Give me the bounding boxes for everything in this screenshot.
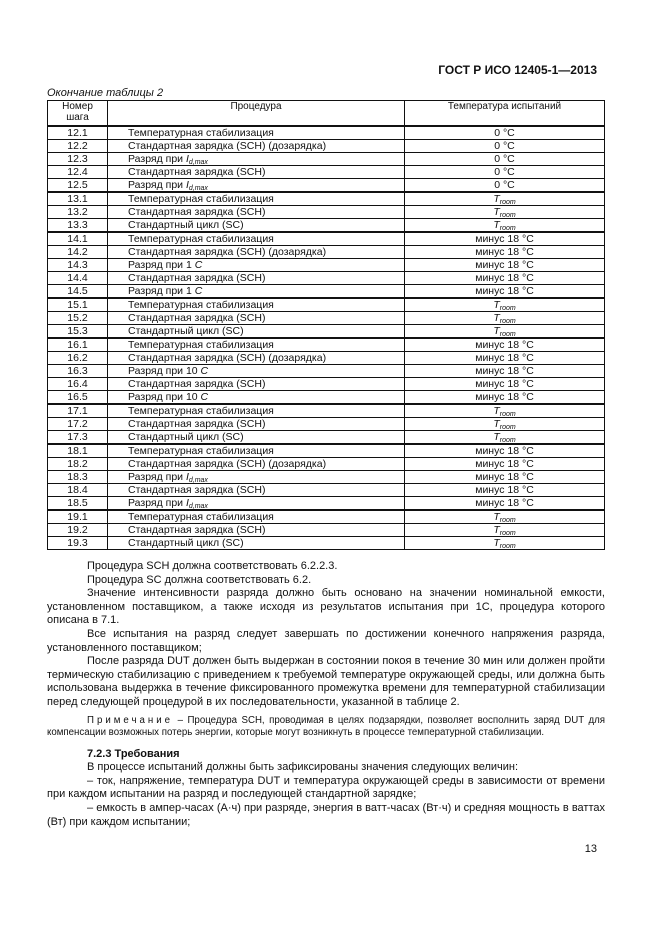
symbol: C [194, 285, 203, 297]
step-cell: 18.2 [48, 458, 108, 471]
table-row [48, 179, 605, 193]
subscript: d,max [188, 159, 208, 166]
procedure-text: Разряд при 1 [128, 259, 195, 271]
temperature-text: минус 18 °C [475, 339, 534, 351]
procedure-cell [108, 418, 405, 431]
table-row [48, 219, 605, 233]
subscript: room [499, 543, 516, 550]
step-cell: 18.4 [48, 484, 108, 497]
symbol: T [493, 193, 500, 205]
procedure-cell [108, 153, 405, 166]
symbol: C [194, 259, 203, 271]
table-row [48, 312, 605, 325]
procedure-cell [108, 285, 405, 299]
table-row [48, 153, 605, 166]
procedure-cell [108, 510, 405, 524]
procedure-cell [108, 259, 405, 272]
table-row [48, 510, 605, 524]
step-cell: 17.1 [48, 404, 108, 418]
temperature-cell [405, 153, 605, 166]
temperature-cell [405, 325, 605, 339]
temperature-text: 0 °C [494, 140, 515, 152]
procedure-cell [108, 458, 405, 471]
symbol: I [185, 497, 189, 509]
paragraph: Все испытания на разряд следует завершать по достижении конечного напряжения разряда, установленного поставщиком; [47, 627, 605, 654]
temperature-text: 0 °C [494, 166, 515, 178]
symbol: T [493, 325, 500, 337]
step-cell: 17.2 [48, 418, 108, 431]
table-row [48, 537, 605, 550]
temperature-text: минус 18 °C [475, 272, 534, 284]
step-cell: 13.1 [48, 192, 108, 206]
temperature-cell [405, 206, 605, 219]
procedure-cell [108, 404, 405, 418]
procedure-cell [108, 192, 405, 206]
procedure-cell [108, 140, 405, 153]
table-row [48, 232, 605, 246]
procedure-cell [108, 365, 405, 378]
procedure-text: Температурная стабилизация [128, 299, 274, 311]
subscript: room [499, 318, 516, 325]
temperature-cell [405, 510, 605, 524]
temperature-text: минус 18 °C [475, 471, 534, 483]
column-header-step: Номер шага [48, 101, 108, 127]
step-cell: 12.4 [48, 166, 108, 179]
subscript: d,max [188, 185, 208, 192]
subscript: room [499, 199, 516, 206]
procedure-text: Стандартный цикл (SC) [128, 325, 244, 337]
temperature-cell [405, 140, 605, 153]
symbol: T [493, 537, 500, 549]
temperature-cell [405, 537, 605, 550]
symbol: T [493, 219, 500, 231]
procedure-text: Стандартная зарядка (SCH) (дозарядка) [128, 246, 327, 258]
symbol: I [185, 179, 189, 191]
step-cell: 13.2 [48, 206, 108, 219]
document-header: ГОСТ Р ИСО 12405-1—2013 [438, 63, 597, 77]
temperature-text: минус 18 °C [475, 259, 534, 271]
temperature-text: 0 °C [494, 153, 515, 165]
temperature-text: минус 18 °C [475, 497, 534, 509]
procedure-text: Разряд при [128, 497, 186, 509]
step-cell: 16.1 [48, 338, 108, 352]
table-row [48, 444, 605, 458]
temperature-cell [405, 378, 605, 391]
subscript: room [499, 331, 516, 338]
temperature-cell [405, 391, 605, 405]
temperature-cell [405, 431, 605, 445]
temperature-cell [405, 338, 605, 352]
step-cell: 14.5 [48, 285, 108, 299]
table-row [48, 192, 605, 206]
temperature-cell [405, 471, 605, 484]
step-cell: 18.5 [48, 497, 108, 511]
procedure-text: Разряд при 10 [128, 365, 201, 377]
temperature-text: 0 °C [494, 179, 515, 191]
temperature-text: минус 18 °C [475, 352, 534, 364]
procedure-text: Разряд при [128, 471, 186, 483]
procedure-cell [108, 126, 405, 140]
step-cell: 14.3 [48, 259, 108, 272]
procedure-text: Стандартная зарядка (SCH) [128, 312, 266, 324]
subscript: room [499, 411, 516, 418]
temperature-cell [405, 524, 605, 537]
temperature-cell [405, 497, 605, 511]
procedure-text: Стандартная зарядка (SCH) [128, 272, 266, 284]
temperature-text: минус 18 °C [475, 458, 534, 470]
procedure-text: Стандартная зарядка (SCH) (дозарядка) [128, 352, 327, 364]
step-cell: 19.1 [48, 510, 108, 524]
section-heading: 7.2.3 Требования [87, 747, 180, 760]
procedure-cell [108, 391, 405, 405]
temperature-text: минус 18 °C [475, 484, 534, 496]
table-row [48, 259, 605, 272]
procedure-text: Стандартная зарядка (SCH) (дозарядка) [128, 458, 327, 470]
temperature-cell [405, 246, 605, 259]
procedure-cell [108, 232, 405, 246]
table-row [48, 285, 605, 299]
step-cell: 14.2 [48, 246, 108, 259]
procedure-text: Температурная стабилизация [128, 339, 274, 351]
temperature-cell [405, 418, 605, 431]
procedure-cell [108, 378, 405, 391]
step-cell: 15.2 [48, 312, 108, 325]
procedure-cell [108, 444, 405, 458]
procedure-text: Стандартная зарядка (SCH) [128, 166, 266, 178]
table-row [48, 378, 605, 391]
procedure-cell [108, 298, 405, 312]
temperature-cell [405, 259, 605, 272]
subscript: room [499, 424, 516, 431]
subscript: d,max [188, 503, 208, 510]
procedure-text: Температурная стабилизация [128, 405, 274, 417]
symbol: C [200, 391, 209, 403]
procedure-text: Температурная стабилизация [128, 193, 274, 205]
symbol: C [200, 365, 209, 377]
procedure-text: Разряд при [128, 179, 186, 191]
step-cell: 12.2 [48, 140, 108, 153]
table-row [48, 352, 605, 365]
paragraph: – емкость в ампер-часах (А·ч) при разряде, энергия в ватт-часах (Вт·ч) и средняя мощность в ваттах (Вт) при каждом испытании; [47, 801, 605, 828]
table-row [48, 404, 605, 418]
paragraph: Процедура SCH должна соответствовать 6.2.2.3. [87, 560, 338, 572]
step-cell: 18.3 [48, 471, 108, 484]
temperature-cell [405, 484, 605, 497]
column-header-procedure: Процедура [108, 101, 405, 127]
procedure-text: Стандартная зарядка (SCH) [128, 418, 266, 430]
paragraph: После разряда DUT должен быть выдержан в состоянии покоя в течение 30 мин или должен пройти термическую стабилизацию с приведением к требуемой температуре окружающей среды, или должна быть использована выдержка в течение фиксированного промежутка времени для температурной стабилизации перед следующей процедурой в их последовательности, указанной в таблице 2. [47, 655, 605, 708]
step-cell: 16.4 [48, 378, 108, 391]
procedure-text: Температурная стабилизация [128, 127, 274, 139]
symbol: T [493, 312, 500, 324]
temperature-text: минус 18 °C [475, 285, 534, 297]
paragraph: Процедура SC должна соответствовать 6.2. [87, 573, 312, 586]
temperature-text: минус 18 °C [475, 246, 534, 258]
subscript: room [499, 212, 516, 219]
table-row [48, 338, 605, 352]
temperature-cell [405, 166, 605, 179]
temperature-text: минус 18 °C [475, 365, 534, 377]
step-cell: 19.3 [48, 537, 108, 550]
table-row [48, 206, 605, 219]
temperature-cell [405, 312, 605, 325]
symbol: T [493, 405, 500, 417]
subscript: room [499, 225, 516, 232]
page-number: 13 [584, 843, 597, 856]
table-row [48, 140, 605, 153]
table-row [48, 471, 605, 484]
paragraph: – ток, напряжение, температура DUT и температура окружающей среды в зависимости от времени при каждом испытании на разряд и последующей стандартной зарядке; [47, 774, 605, 801]
temperature-text: 0 °C [494, 127, 515, 139]
procedure-cell [108, 352, 405, 365]
temperature-cell [405, 272, 605, 285]
table-row [48, 418, 605, 431]
subscript: room [499, 437, 516, 444]
column-header-temperature: Температура испытаний [405, 101, 605, 127]
procedure-text: Стандартная зарядка (SCH) [128, 206, 266, 218]
table-row [48, 497, 605, 511]
step-cell: 16.5 [48, 391, 108, 405]
temperature-cell [405, 404, 605, 418]
symbol: T [493, 299, 500, 311]
note-text: – Процедура SCH, проводимая в целях подзарядки, позволяет восполнить заряд DUT для компенсации возможных потерь энергии, которые могут возникнуть в процессе температурной стабилизации. [47, 714, 605, 739]
temperature-cell [405, 444, 605, 458]
procedure-cell [108, 206, 405, 219]
procedure-cell [108, 537, 405, 550]
step-cell: 19.2 [48, 524, 108, 537]
procedure-text: Стандартная зарядка (SCH) [128, 524, 266, 536]
step-cell: 15.3 [48, 325, 108, 339]
procedure-text: Стандартная зарядка (SCH) [128, 484, 266, 496]
temperature-text: минус 18 °C [475, 378, 534, 390]
temperature-cell [405, 298, 605, 312]
table-row [48, 246, 605, 259]
table-row [48, 391, 605, 405]
procedure-table [47, 100, 605, 550]
table-caption: Окончание таблицы 2 [47, 87, 164, 99]
procedure-cell [108, 431, 405, 445]
table-row [48, 524, 605, 537]
step-cell: 12.3 [48, 153, 108, 166]
procedure-text: Разряд при 10 [128, 391, 201, 403]
subscript: room [499, 517, 516, 524]
procedure-text: Стандартный цикл (SC) [128, 431, 244, 443]
procedure-cell [108, 338, 405, 352]
note-label: Примечание [87, 714, 174, 726]
procedure-text: Разряд при 1 [128, 285, 195, 297]
step-cell: 16.3 [48, 365, 108, 378]
table-row [48, 325, 605, 339]
step-cell: 15.1 [48, 298, 108, 312]
table-row [48, 272, 605, 285]
symbol: T [493, 418, 500, 430]
step-cell: 17.3 [48, 431, 108, 445]
note [47, 715, 605, 740]
symbol: T [493, 431, 500, 443]
symbol: I [185, 471, 189, 483]
temperature-cell [405, 458, 605, 471]
procedure-text: Температурная стабилизация [128, 445, 274, 457]
step-cell: 14.4 [48, 272, 108, 285]
step-cell: 12.5 [48, 179, 108, 193]
paragraph: Значение интенсивности разряда должно быть основано на значении номинальной емкости, установленном поставщиком, а также исходя из результатов испытания при 1C, процедура которого описана в 7.1. [47, 587, 605, 627]
procedure-cell [108, 484, 405, 497]
procedure-cell [108, 246, 405, 259]
procedure-cell [108, 219, 405, 233]
temperature-cell [405, 365, 605, 378]
procedure-text: Температурная стабилизация [128, 511, 274, 523]
table-row [48, 484, 605, 497]
temperature-cell [405, 285, 605, 299]
procedure-cell [108, 325, 405, 339]
symbol: T [493, 206, 500, 218]
procedure-text: Стандартная зарядка (SCH) (дозарядка) [128, 140, 327, 152]
subscript: room [499, 305, 516, 312]
step-cell: 13.3 [48, 219, 108, 233]
table-row [48, 298, 605, 312]
subscript: room [499, 530, 516, 537]
symbol: T [493, 511, 500, 523]
step-cell: 16.2 [48, 352, 108, 365]
procedure-text: Разряд при [128, 153, 186, 165]
temperature-cell [405, 232, 605, 246]
table-row [48, 166, 605, 179]
procedure-cell [108, 166, 405, 179]
step-cell: 12.1 [48, 126, 108, 140]
step-cell: 18.1 [48, 444, 108, 458]
procedure-text: Стандартный цикл (SC) [128, 219, 244, 231]
table-row [48, 458, 605, 471]
procedure-text: Температурная стабилизация [128, 233, 274, 245]
procedure-cell [108, 524, 405, 537]
table-row [48, 431, 605, 445]
procedure-cell [108, 471, 405, 484]
procedure-cell [108, 179, 405, 193]
temperature-text: минус 18 °C [475, 445, 534, 457]
temperature-cell [405, 192, 605, 206]
table-row [48, 126, 605, 140]
symbol: I [185, 153, 189, 165]
temperature-cell [405, 352, 605, 365]
procedure-text: Стандартная зарядка (SCH) [128, 378, 266, 390]
step-cell: 14.1 [48, 232, 108, 246]
procedure-cell [108, 312, 405, 325]
temperature-text: минус 18 °C [475, 391, 534, 403]
body-text [47, 560, 605, 829]
procedure-cell [108, 497, 405, 511]
subscript: d,max [188, 477, 208, 484]
temperature-cell [405, 126, 605, 140]
procedure-cell [108, 272, 405, 285]
symbol: T [493, 524, 500, 536]
paragraph: В процессе испытаний должны быть зафиксированы значения следующих величин: [87, 761, 519, 774]
temperature-text: минус 18 °C [475, 233, 534, 245]
procedure-text: Стандартный цикл (SC) [128, 537, 244, 549]
temperature-cell [405, 179, 605, 193]
temperature-cell [405, 219, 605, 233]
table-row [48, 365, 605, 378]
